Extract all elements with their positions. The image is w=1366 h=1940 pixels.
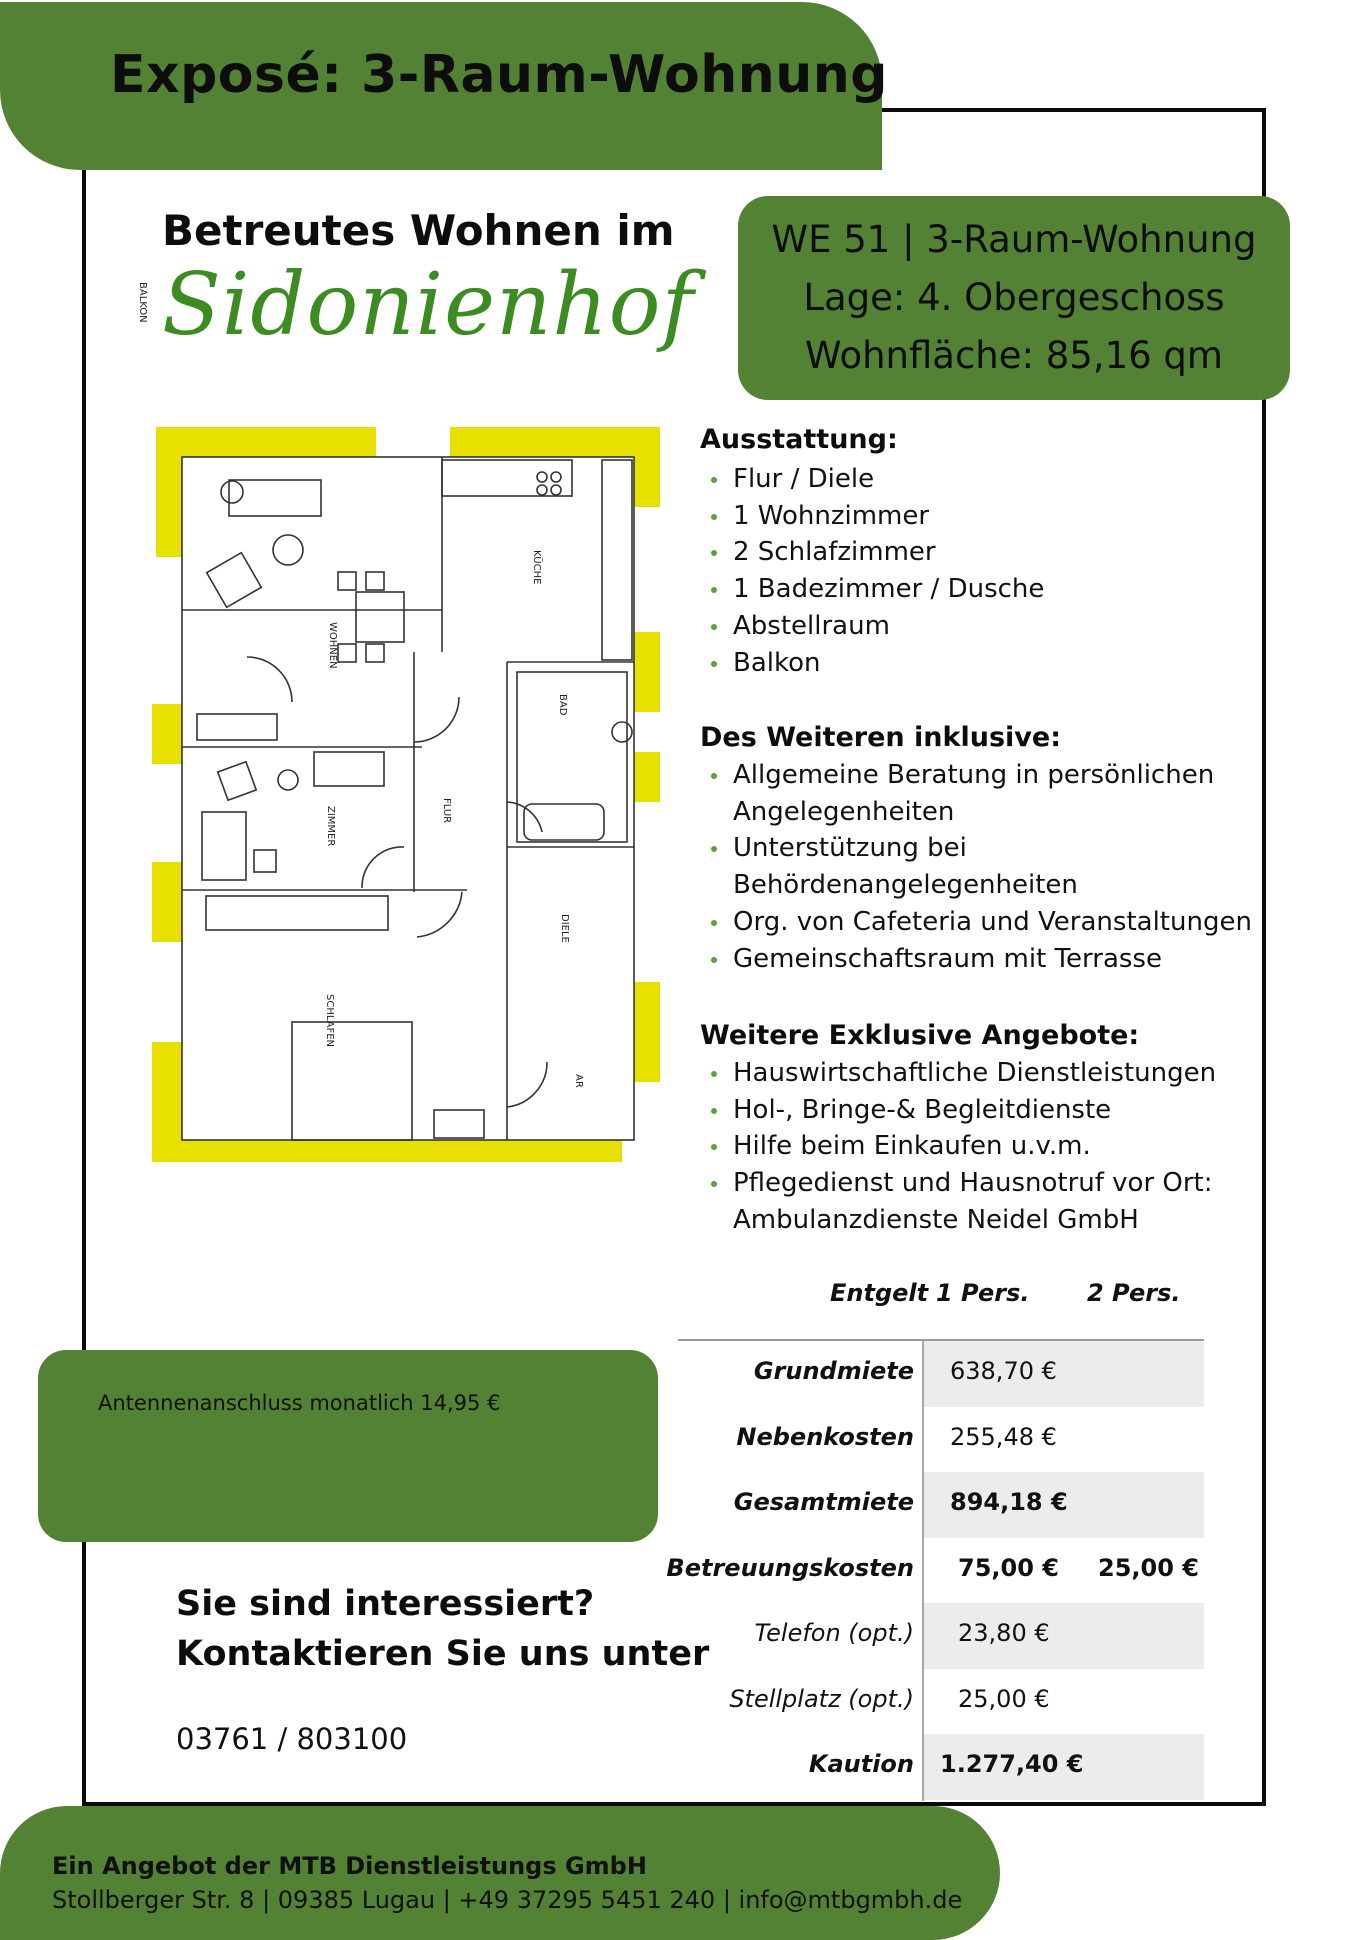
table-row bbox=[678, 1669, 1204, 1735]
bullet-icon bbox=[711, 550, 717, 556]
feature-text: Allgemeine Beratung in persönlichen bbox=[733, 760, 1215, 790]
room-label: FLUR bbox=[441, 798, 452, 824]
bullet-icon bbox=[711, 624, 717, 630]
feature-list-ausstattung bbox=[700, 461, 1044, 681]
bullet-icon bbox=[711, 920, 717, 926]
feature-item bbox=[700, 645, 1044, 682]
room-label: SCHLAFEN bbox=[324, 994, 335, 1048]
apartment-floor: Lage: 4. Obergeschoss bbox=[803, 276, 1225, 319]
feature-item bbox=[700, 534, 1044, 571]
page-title: Exposé: 3-Raum-Wohnung bbox=[110, 45, 888, 105]
feature-text: Hauswirtschaftliche Dienstleistungen bbox=[733, 1058, 1217, 1088]
table-row bbox=[666, 1538, 1204, 1604]
section-heading-inklusive: Des Weiteren inklusive: bbox=[700, 722, 1061, 753]
row-label: Kaution bbox=[808, 1750, 914, 1778]
feature-text: Balkon bbox=[733, 647, 821, 678]
table-row bbox=[678, 1407, 1204, 1473]
bullet-icon bbox=[711, 661, 717, 667]
room-label: ZIMMER bbox=[325, 806, 336, 847]
feature-item bbox=[700, 461, 1044, 498]
bullet-icon bbox=[711, 773, 717, 779]
feature-text: 1 Wohnzimmer bbox=[733, 500, 930, 531]
row-label: Nebenkosten bbox=[736, 1422, 914, 1451]
feature-item bbox=[700, 941, 1252, 978]
price-one-person: 255,48 € bbox=[950, 1422, 1057, 1451]
price-one-person: 25,00 € bbox=[958, 1684, 1050, 1713]
brand-logo-script: Sidonienhof bbox=[162, 255, 695, 355]
antenna-note: Antennenanschluss monatlich 14,95 € bbox=[98, 1391, 501, 1415]
row-label: Gesamtmiete bbox=[733, 1488, 914, 1516]
feature-item bbox=[700, 1092, 1216, 1129]
feature-item bbox=[700, 794, 1252, 831]
feature-text: Angelegenheiten bbox=[733, 796, 955, 827]
feature-item bbox=[700, 1055, 1216, 1092]
bullet-icon bbox=[711, 477, 717, 483]
feature-text: Pflegedienst und Hausnotruf vor Ort: bbox=[733, 1168, 1213, 1199]
feature-text: Behördenangelegenheiten bbox=[733, 870, 1078, 901]
contact-heading: Sie sind interessiert? bbox=[176, 1584, 595, 1624]
table-row bbox=[678, 1734, 1204, 1800]
table-header-entgelt: Entgelt bbox=[830, 1279, 929, 1307]
price-one-person: 638,70 € bbox=[950, 1357, 1057, 1385]
room-label: DIELE bbox=[559, 914, 570, 943]
price-one-person: 23,80 € bbox=[958, 1619, 1050, 1647]
feature-item bbox=[700, 1202, 1216, 1239]
room-label: KÜCHE bbox=[531, 550, 542, 585]
room-label: BAD bbox=[557, 694, 568, 716]
feature-text: Ambulanzdienste Neidel GmbH bbox=[733, 1204, 1139, 1235]
bullet-icon bbox=[711, 1181, 717, 1187]
brand-tagline: Betreutes Wohnen im bbox=[162, 206, 675, 255]
room-label: BALKON bbox=[137, 282, 148, 323]
price-one-person: 1.277,40 € bbox=[940, 1750, 1084, 1778]
room-label: WOHNEN bbox=[327, 622, 338, 669]
feature-item bbox=[700, 1165, 1216, 1202]
bullet-icon bbox=[711, 1071, 717, 1077]
room-label: AR bbox=[573, 1074, 584, 1088]
price-one-person: 75,00 € bbox=[958, 1553, 1059, 1582]
bullet-icon bbox=[711, 1108, 717, 1114]
table-header-one-person: 1 Pers. bbox=[936, 1279, 1030, 1307]
apartment-area: Wohnfläche: 85,16 qm bbox=[805, 334, 1223, 377]
feature-text: Unterstützung bei bbox=[733, 833, 967, 864]
feature-item bbox=[700, 1128, 1216, 1165]
row-label: Stellplatz (opt.) bbox=[729, 1684, 914, 1713]
feature-text: Hol-, Bringe-& Begleitdienste bbox=[733, 1094, 1112, 1125]
feature-item bbox=[700, 867, 1252, 904]
row-label: Telefon (opt.) bbox=[754, 1619, 914, 1647]
row-label: Grundmiete bbox=[753, 1357, 914, 1385]
price-two-persons: 25,00 € bbox=[1098, 1553, 1199, 1582]
section-heading-ausstattung: Ausstattung: bbox=[700, 424, 898, 455]
feature-item bbox=[700, 830, 1252, 867]
feature-text: 2 Schlafzimmer bbox=[733, 537, 936, 568]
feature-text: Flur / Diele bbox=[733, 464, 875, 494]
bullet-icon bbox=[711, 846, 717, 852]
feature-text: Hilfe beim Einkaufen u.v.m. bbox=[733, 1131, 1091, 1162]
feature-item bbox=[700, 498, 1044, 535]
feature-item bbox=[700, 608, 1044, 645]
bullet-icon bbox=[711, 514, 717, 520]
contact-phone: 03761 / 803100 bbox=[176, 1722, 408, 1756]
bullet-icon bbox=[711, 1144, 717, 1150]
footer-company: Ein Angebot der MTB Dienstleistungs GmbH bbox=[52, 1852, 647, 1880]
feature-item bbox=[700, 904, 1252, 941]
feature-list-angebote bbox=[700, 1055, 1216, 1239]
price-one-person: 894,18 € bbox=[950, 1488, 1068, 1516]
feature-text: Org. von Cafeteria und Veranstaltungen bbox=[733, 906, 1252, 937]
bullet-icon bbox=[711, 957, 717, 963]
feature-item bbox=[700, 571, 1044, 608]
table-header-two-persons: 2 Pers. bbox=[1087, 1279, 1181, 1307]
table-row bbox=[678, 1472, 1204, 1538]
feature-text: Gemeinschaftsraum mit Terrasse bbox=[733, 943, 1162, 974]
table-row bbox=[678, 1341, 1204, 1407]
feature-item bbox=[700, 757, 1252, 794]
feature-text: 1 Badezimmer / Dusche bbox=[733, 574, 1045, 605]
apartment-unit: WE 51 | 3-Raum-Wohnung bbox=[771, 218, 1257, 261]
antenna-info-box bbox=[38, 1350, 658, 1542]
apartment-info-box bbox=[738, 196, 1290, 400]
contact-subheading: Kontaktieren Sie uns unter bbox=[176, 1634, 710, 1674]
section-heading-angebote: Weitere Exklusive Angebote: bbox=[700, 1020, 1140, 1051]
footer-address: Stollberger Str. 8 | 09385 Lugau | +49 37295 5451 240 | info@mtbgmbh.de bbox=[52, 1886, 963, 1914]
feature-list-inklusive bbox=[700, 757, 1252, 977]
table-row bbox=[678, 1603, 1204, 1669]
row-label: Betreuungskosten bbox=[666, 1553, 914, 1582]
bullet-icon bbox=[711, 587, 717, 593]
feature-text: Abstellraum bbox=[733, 610, 890, 641]
